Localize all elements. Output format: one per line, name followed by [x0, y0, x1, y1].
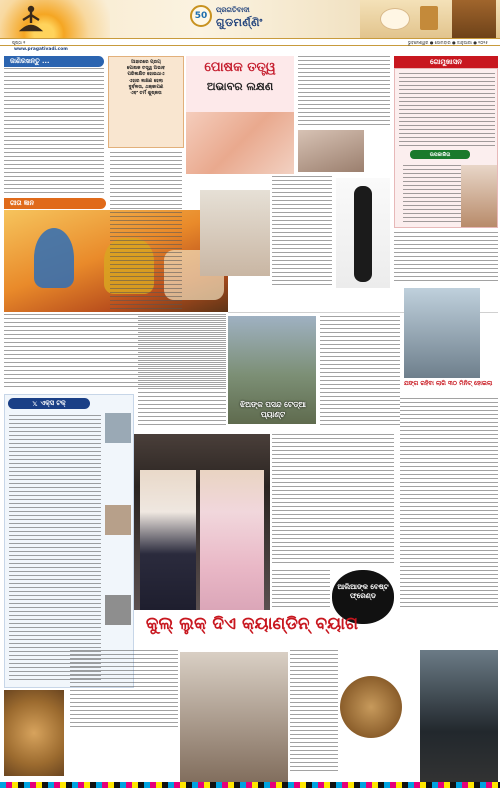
symptom-line: ପରିଲକ୍ଷିତ ହୋଇଥାଏ — [127, 72, 165, 78]
symptom-line: ଆହାରରେ ପ୍ରୟ — [131, 60, 161, 65]
alia-figure — [200, 470, 264, 610]
symptom-line: ଏହାର ଲକ୍ଷଣ ହେଲା — [129, 78, 163, 84]
jhia-article-left — [138, 316, 226, 426]
woman-silhouette — [354, 186, 372, 282]
cup-icon — [420, 6, 438, 30]
avatar — [105, 413, 131, 443]
nail-photo — [186, 112, 294, 174]
pose-photo — [461, 165, 497, 227]
symptoms-article-text — [110, 152, 182, 312]
plate-icon — [380, 8, 410, 30]
masthead — [0, 0, 500, 38]
jhia-title: ଝିଅଙ୍କ ପସନ୍ଦ ଟେଡ୍ଆ ପ୍ୟାଣ୍ଟ — [240, 400, 306, 419]
main-headline: ପୋଷକ ତତ୍ତ୍ୱ — [204, 60, 276, 75]
gomutra-text — [399, 73, 495, 149]
anniversary-logo: 50 — [190, 5, 212, 27]
supplement-name: ଗୁଡମର୍ଣ୍ଣିଂ — [216, 16, 263, 29]
symptom-line: ଦୁର୍ବଳତା, ଥକ୍କାପଣ — [128, 84, 164, 90]
round-bag-photo — [340, 676, 402, 738]
symptom-line: ଏବଂ ଚର୍ମ ଶୁଷ୍କତା — [130, 91, 162, 97]
gomutra-title: ଗୋମୁଖାସନ — [430, 57, 462, 66]
dateline-bar — [0, 38, 500, 46]
x-logo-icon: 𝕏 — [32, 399, 38, 408]
yoga-headline: ଯଙ୍ଗ ରହିବା ଲାଗି ୩୦ ମିନିଟ୍ ହୋଇଲା — [403, 380, 493, 387]
bag-feature-headline: କୁଲ୍ ଲୁକ୍ ଦିଏ କ୍ୟାଣ୍ଡିନ୍ ବ୍ୟାଗ — [145, 614, 359, 634]
trivia-header — [4, 56, 104, 67]
sunset-graphic — [0, 0, 110, 38]
benefits-list — [403, 165, 461, 225]
date-text: ଭୁବନେଶ୍ୱର ● ସୋମବାର ● ଜାନୁଆରୀ ● ୨୦୨୫ — [407, 40, 488, 45]
top-right-article-text — [298, 56, 390, 126]
man-photo — [404, 288, 480, 378]
main-subheadline: ଅଭାବର ଲକ୍ଷଣ — [206, 80, 274, 93]
avatar — [105, 505, 131, 535]
stretching-woman-photo — [336, 178, 390, 288]
gomutra-header — [394, 56, 498, 68]
trivia-list — [4, 68, 104, 196]
right-article-text — [394, 232, 498, 284]
hairbrush-woman-photo — [200, 190, 270, 276]
chair-icon — [452, 0, 496, 38]
sneezing-woman-photo — [298, 130, 364, 172]
yoga-silhouette-icon — [18, 4, 44, 34]
color-registration-strip — [0, 782, 500, 788]
yoga-article-text — [400, 398, 498, 610]
xtalk-header — [8, 398, 90, 409]
website-bar — [0, 46, 500, 54]
xtalk-title: ଏକ୍ସ ଟକ୍ — [40, 399, 66, 407]
benefits-header — [410, 150, 470, 159]
jhia-article-right — [320, 316, 400, 428]
symptom-line: ପୋଷକ ତତ୍ତ୍ୱ ଅଭାବ — [126, 66, 166, 72]
gomutra-section — [394, 68, 498, 228]
symptoms-box — [108, 56, 184, 148]
website-link[interactable]: www.pragativadi.com — [14, 47, 68, 52]
center-article-text — [272, 176, 332, 286]
benefits-title: ଉପକାରିତା — [429, 151, 451, 158]
wicker-basket-photo — [4, 690, 64, 776]
alia-article-text — [272, 434, 394, 566]
gita-header — [4, 198, 106, 209]
sunglasses-girl-photo — [180, 652, 288, 786]
bestfriend-badge: ଆଲିଆଙ୍କ ବେଷ୍ଟ ଫ୍ରେଣ୍ଡ — [332, 570, 394, 624]
bag-model-photo — [420, 650, 498, 786]
trivia-title: ଜାଣିରଖନ୍ତୁ ... — [10, 57, 50, 65]
xtalk-text — [9, 415, 101, 683]
xtalk-section — [4, 394, 134, 688]
breakfast-table-photo — [360, 0, 500, 38]
bag-article-mid — [290, 650, 338, 774]
bag-article-left — [70, 650, 178, 730]
publication-name: ପ୍ରଗତିବାଦୀ — [216, 6, 250, 14]
alia-article-tail — [272, 570, 330, 610]
krishna-figure — [34, 228, 74, 288]
gita-title: ଗୀତା ଜ୍ଞାନ — [10, 199, 34, 207]
friend-figure — [140, 470, 196, 610]
page-label: ପୃଷ୍ଠା ୧ — [12, 40, 26, 45]
